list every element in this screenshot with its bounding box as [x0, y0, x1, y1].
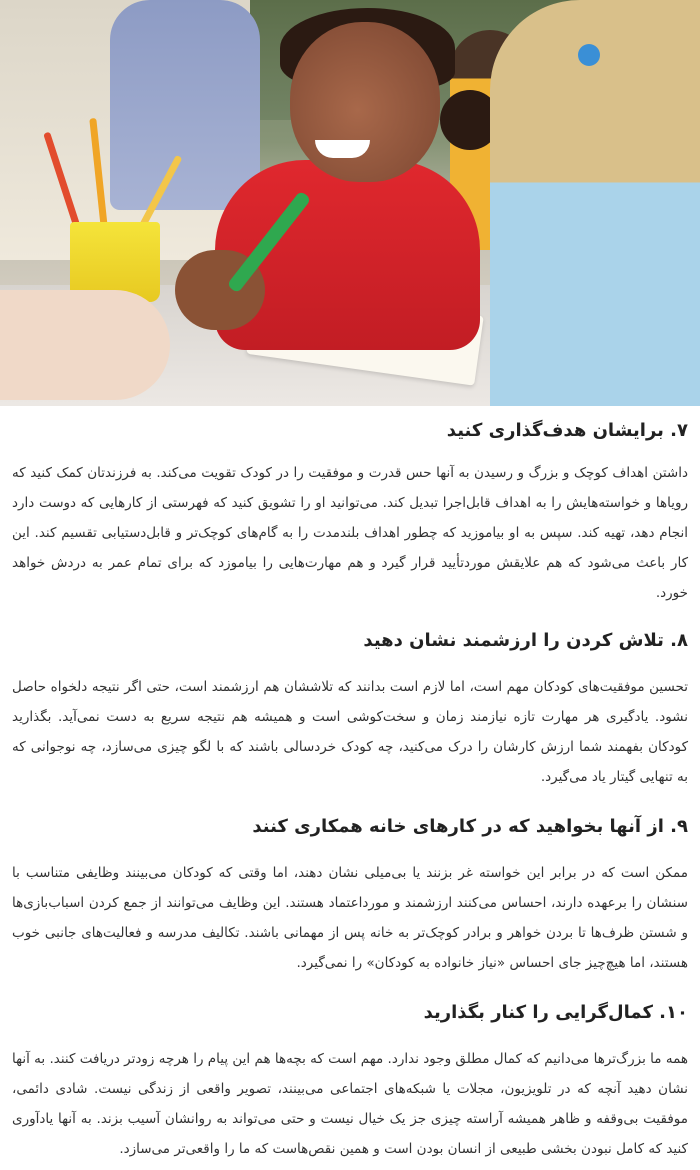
article-body — [0, 406, 700, 1164]
section-heading-7: ۷. برایشان هدف‌گذاری کنید — [446, 420, 688, 441]
hero-photo — [0, 0, 700, 406]
hair-tie — [578, 44, 600, 66]
section-heading-9: ۹. از آنها بخواهید که در کارهای خانه همکاری کنند — [252, 816, 688, 837]
section-paragraph-10: همه ما بزرگ‌ترها می‌دانیم که کمال مطلق وجود ندارد. مهم است که بچه‌ها هم این پیام را هرچه زودتر دریافت کنند. به آنها نشان دهید آنچه که در تلویزیون، مجلات یا شبکه‌های اجتماعی می‌بینند، تصویر واقعی از زندگی نیست. شادی دائمی، موفقیت بی‌وقفه و ظاهر همیشه آراسته چیزی جز یک خیال نیست و حتی می‌تواند به روانشان آسیب بزند. به آنها یادآوری کنید که کامل نبودن بخشی طبیعی از انسان بودن است و همین نقص‌هاست که ما را واقعی‌تر می‌سازد. — [12, 1051, 688, 1157]
section-heading-10: ۱۰. کمال‌گرایی را کنار بگذارید — [423, 1002, 688, 1023]
section-paragraph-9: ممکن است که در برابر این خواسته غر بزنند یا بی‌میلی نشان دهند، اما وقتی که کودکان می‌بینند وظایفی متناسب با سنشان را برعهده دارند، احساس می‌کنند ارزشمند و مورداعتماد هستند. این وظایف می‌توانند از جمع کردن اسباب‌بازی‌ها و شستن ظرف‌ها تا بردن خواهر و برادر کوچک‌تر به خانه پس از مهمانی باشند. تکالیف مدرسه و فعالیت‌های جانبی خوب هستند، اما هیچ‌چیز جای احساس «نیاز خانواده به کودکان» را نمی‌گیرد. — [12, 865, 688, 971]
girl-face — [290, 22, 440, 182]
teacher-figure — [110, 0, 260, 210]
section-paragraph-7: داشتن اهداف کوچک و بزرگ و رسیدن به آنها حس قدرت و موفقیت را در کودک تقویت می‌کند. به فرزندتان کمک کنید که رویاها و خواسته‌هایش را به اهداف قابل‌اجرا تبدیل کند. می‌توانید او را تشویق کنید که فهرستی از کارهایی که دوست دارد انجام دهد، تهیه کند. سپس به او بیاموزید که چطور اهداف بلندمدت را به گام‌های کوچک‌تر و قابل‌دستیابی تقسیم کند. این کار باعث می‌شود که هم علایقش موردتأیید قرار گیرد و هم مهارت‌هایی را بیاموزد که برای تمام عمر به دردش خواهد خورد. — [12, 465, 688, 601]
foreground-arm — [0, 290, 170, 400]
section-heading-8: ۸. تلاش کردن را ارزشمند نشان دهید — [363, 630, 688, 651]
section-paragraph-8: تحسین موفقیت‌های کودکان مهم است، اما لازم است بدانند که تلاششان هم ارزشمند است، حتی اگر نتیجه دلخواه حاصل نشود. یادگیری هر مهارت تازه نیازمند زمان و سخت‌کوشی است و همیشه هم نتیجه سریع به دست نمی‌آید. بگذارید کودکان بفهمند شما ارزش کارشان را درک می‌کنید، چه کودک خردسالی باشند که با لگو چیزی می‌سازد، چه نوجوانی که به تنهایی گیتار یاد می‌گیرد. — [12, 679, 688, 785]
